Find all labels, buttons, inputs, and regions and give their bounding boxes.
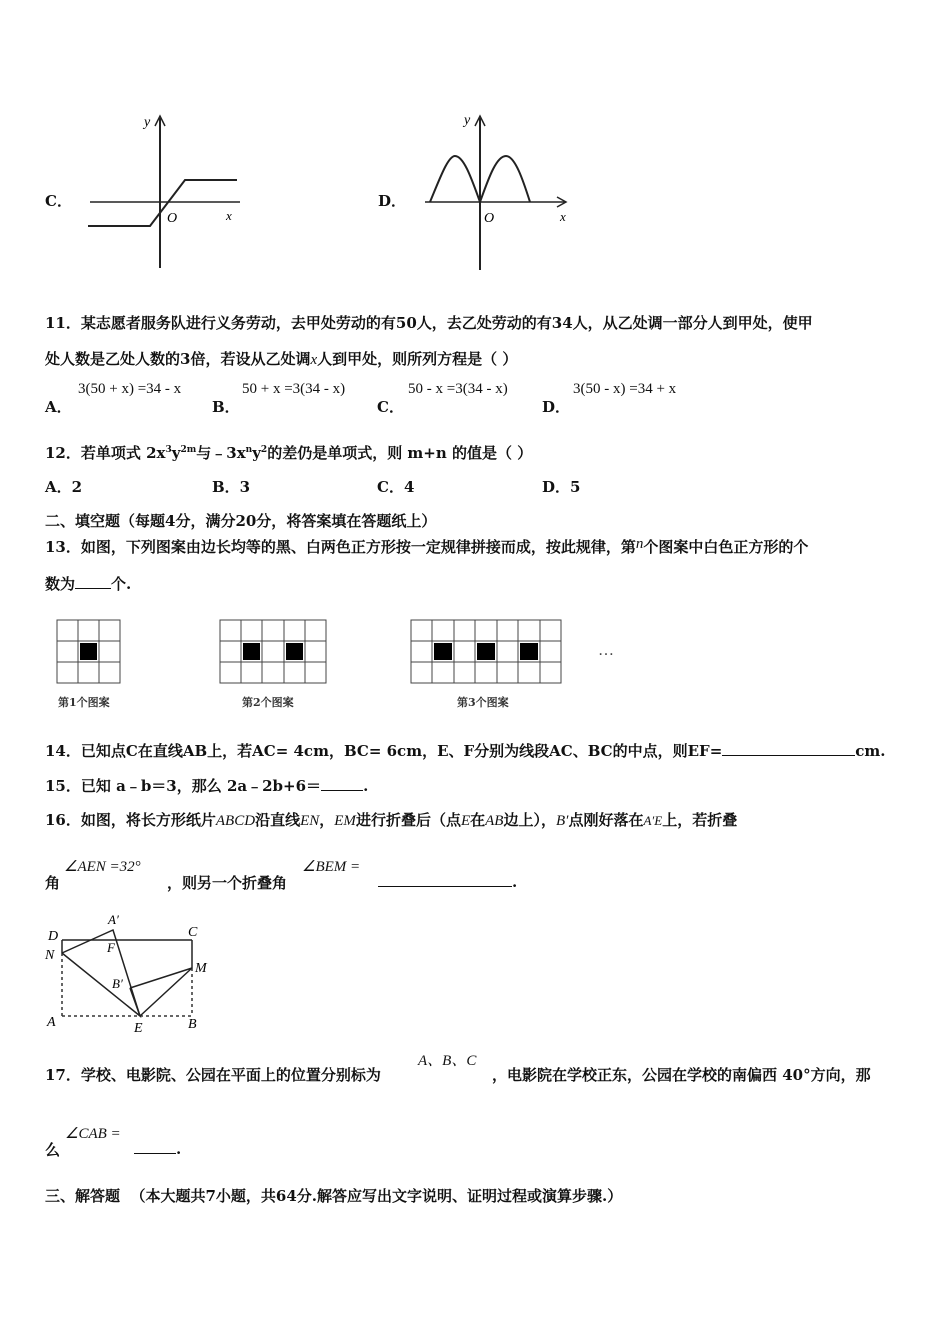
fig-label-f: F	[107, 940, 115, 955]
q11-option-a-label: A．	[45, 398, 72, 416]
q17-line2-label: 么	[45, 1141, 61, 1159]
q11-option-d-formula: 3(50 - x) =34 + x	[573, 381, 677, 397]
q16-angle-label: 角	[45, 874, 61, 892]
q13-caption-3: 第3个图案	[457, 696, 509, 709]
q11-option-d-label: D．	[542, 398, 571, 416]
q11-option-b-formula: 50 + x =3(34 - x)	[242, 381, 346, 397]
fig-label-a-prime: A′	[108, 912, 119, 927]
q11-option-c-formula: 50 - x =3(34 - x)	[408, 381, 508, 397]
section-3-heading: 三、解答题 （本大题共7小题，共64分.解答应写出文字说明、证明过程或演算步骤.）	[45, 1187, 623, 1205]
option-d-label: D．	[378, 192, 407, 210]
graph-c-origin-label: O	[167, 211, 178, 226]
q16-unknown-angle: ∠BEM =	[302, 859, 361, 875]
fig-label-a: A	[47, 1015, 56, 1030]
q14-stem: 14．已知点C在直线AB上，若AC= 4cm，BC= 6cm，E、F分别为线段AC、BC的中点，则EF= cm.	[45, 742, 886, 760]
graph-c-x-label: x	[226, 208, 232, 223]
fig-label-e: E	[134, 1021, 143, 1036]
graph-d-origin-label: O	[484, 211, 495, 226]
q11-option-c-label: C．	[377, 398, 404, 416]
q11-line1: 11．某志愿者服务队进行义务劳动，去甲处劳动的有50人，去乙处劳动的有34人，从乙处调一部分人到甲处，使甲	[45, 314, 813, 332]
fig-label-c: C	[188, 925, 198, 940]
section-2-heading: 二、填空题（每题4分，满分20分，将答案填在答题纸上）	[45, 512, 437, 530]
graph-d-figure	[420, 108, 580, 273]
q15-answer-blank[interactable]	[321, 776, 363, 791]
q16-answer-blank[interactable]	[378, 872, 512, 887]
q17-angle: ∠CAB =	[65, 1126, 121, 1142]
q16-figure	[40, 908, 220, 1036]
q12-option-a: A．2	[45, 478, 83, 496]
fig-label-b-prime: B′	[112, 976, 123, 991]
fig-label-d: D	[48, 929, 59, 944]
q13-answer-blank[interactable]	[75, 574, 111, 589]
fig-label-b: B	[188, 1017, 197, 1032]
q17-answer: .	[134, 1139, 181, 1158]
q17-points: A、B、C	[418, 1053, 477, 1069]
q13-line2: 数为 个.	[45, 575, 132, 593]
q16-given-angle: ∠AEN =32°	[64, 859, 141, 875]
q13-caption-2: 第2个图案	[242, 696, 294, 709]
q12-option-c: C．4	[377, 478, 415, 496]
q17-line1-a: 17．学校、电影院、公园在平面上的位置分别标为	[45, 1066, 381, 1084]
q11-option-b-label: B．	[212, 398, 240, 416]
q17-answer-blank[interactable]	[134, 1139, 176, 1154]
q14-answer-blank[interactable]	[722, 741, 855, 756]
graph-c-figure	[80, 108, 250, 273]
fig-label-n: N	[45, 948, 55, 963]
fig-label-m: M	[195, 961, 207, 976]
q13-ellipsis: …	[598, 642, 614, 659]
graph-d-y-label: y	[464, 113, 471, 128]
q16-line1: 16．如图，将长方形纸片ABCD沿直线EN，EM进行折叠后（点E在AB边上），B′点刚好落在A′E上，若折叠	[45, 811, 738, 829]
q11-option-a-formula: 3(50 + x) =34 - x	[78, 381, 182, 397]
q16-line2-text: ，则另一个折叠角	[167, 874, 288, 892]
q16-answer: .	[378, 872, 517, 891]
q13-line1: 13．如图，下列图案由边长均等的黑、白两色正方形按一定规律拼接而成，按此规律，第n个图案中白色正方形的个	[45, 536, 809, 556]
q13-caption-1: 第1个图案	[58, 696, 110, 709]
q13-patterns	[50, 615, 630, 695]
q12-option-b: B．3	[212, 478, 251, 496]
q15-stem: 15．已知 a﹣b＝3，那么 2a﹣2b+6＝ .	[45, 777, 369, 795]
q12-stem: 12．若单项式 $2x^3y^{2m}$与$﹣3x^ny^2$的差仍是单项式，则 m+n 的值是（ ）	[45, 444, 533, 462]
q17-line1-b: ，电影院在学校正东，公园在学校的南偏西 40°方向，那	[492, 1066, 871, 1084]
q12-option-d: D．5	[542, 478, 581, 496]
option-c-label: C．	[45, 192, 72, 210]
q11-line2: 处人数是乙处人数的3倍，若设从乙处调x人到甲处，则所列方程是（ ）	[45, 350, 518, 368]
graph-d-x-label: x	[560, 209, 566, 224]
graph-c-y-label: y	[144, 115, 151, 130]
